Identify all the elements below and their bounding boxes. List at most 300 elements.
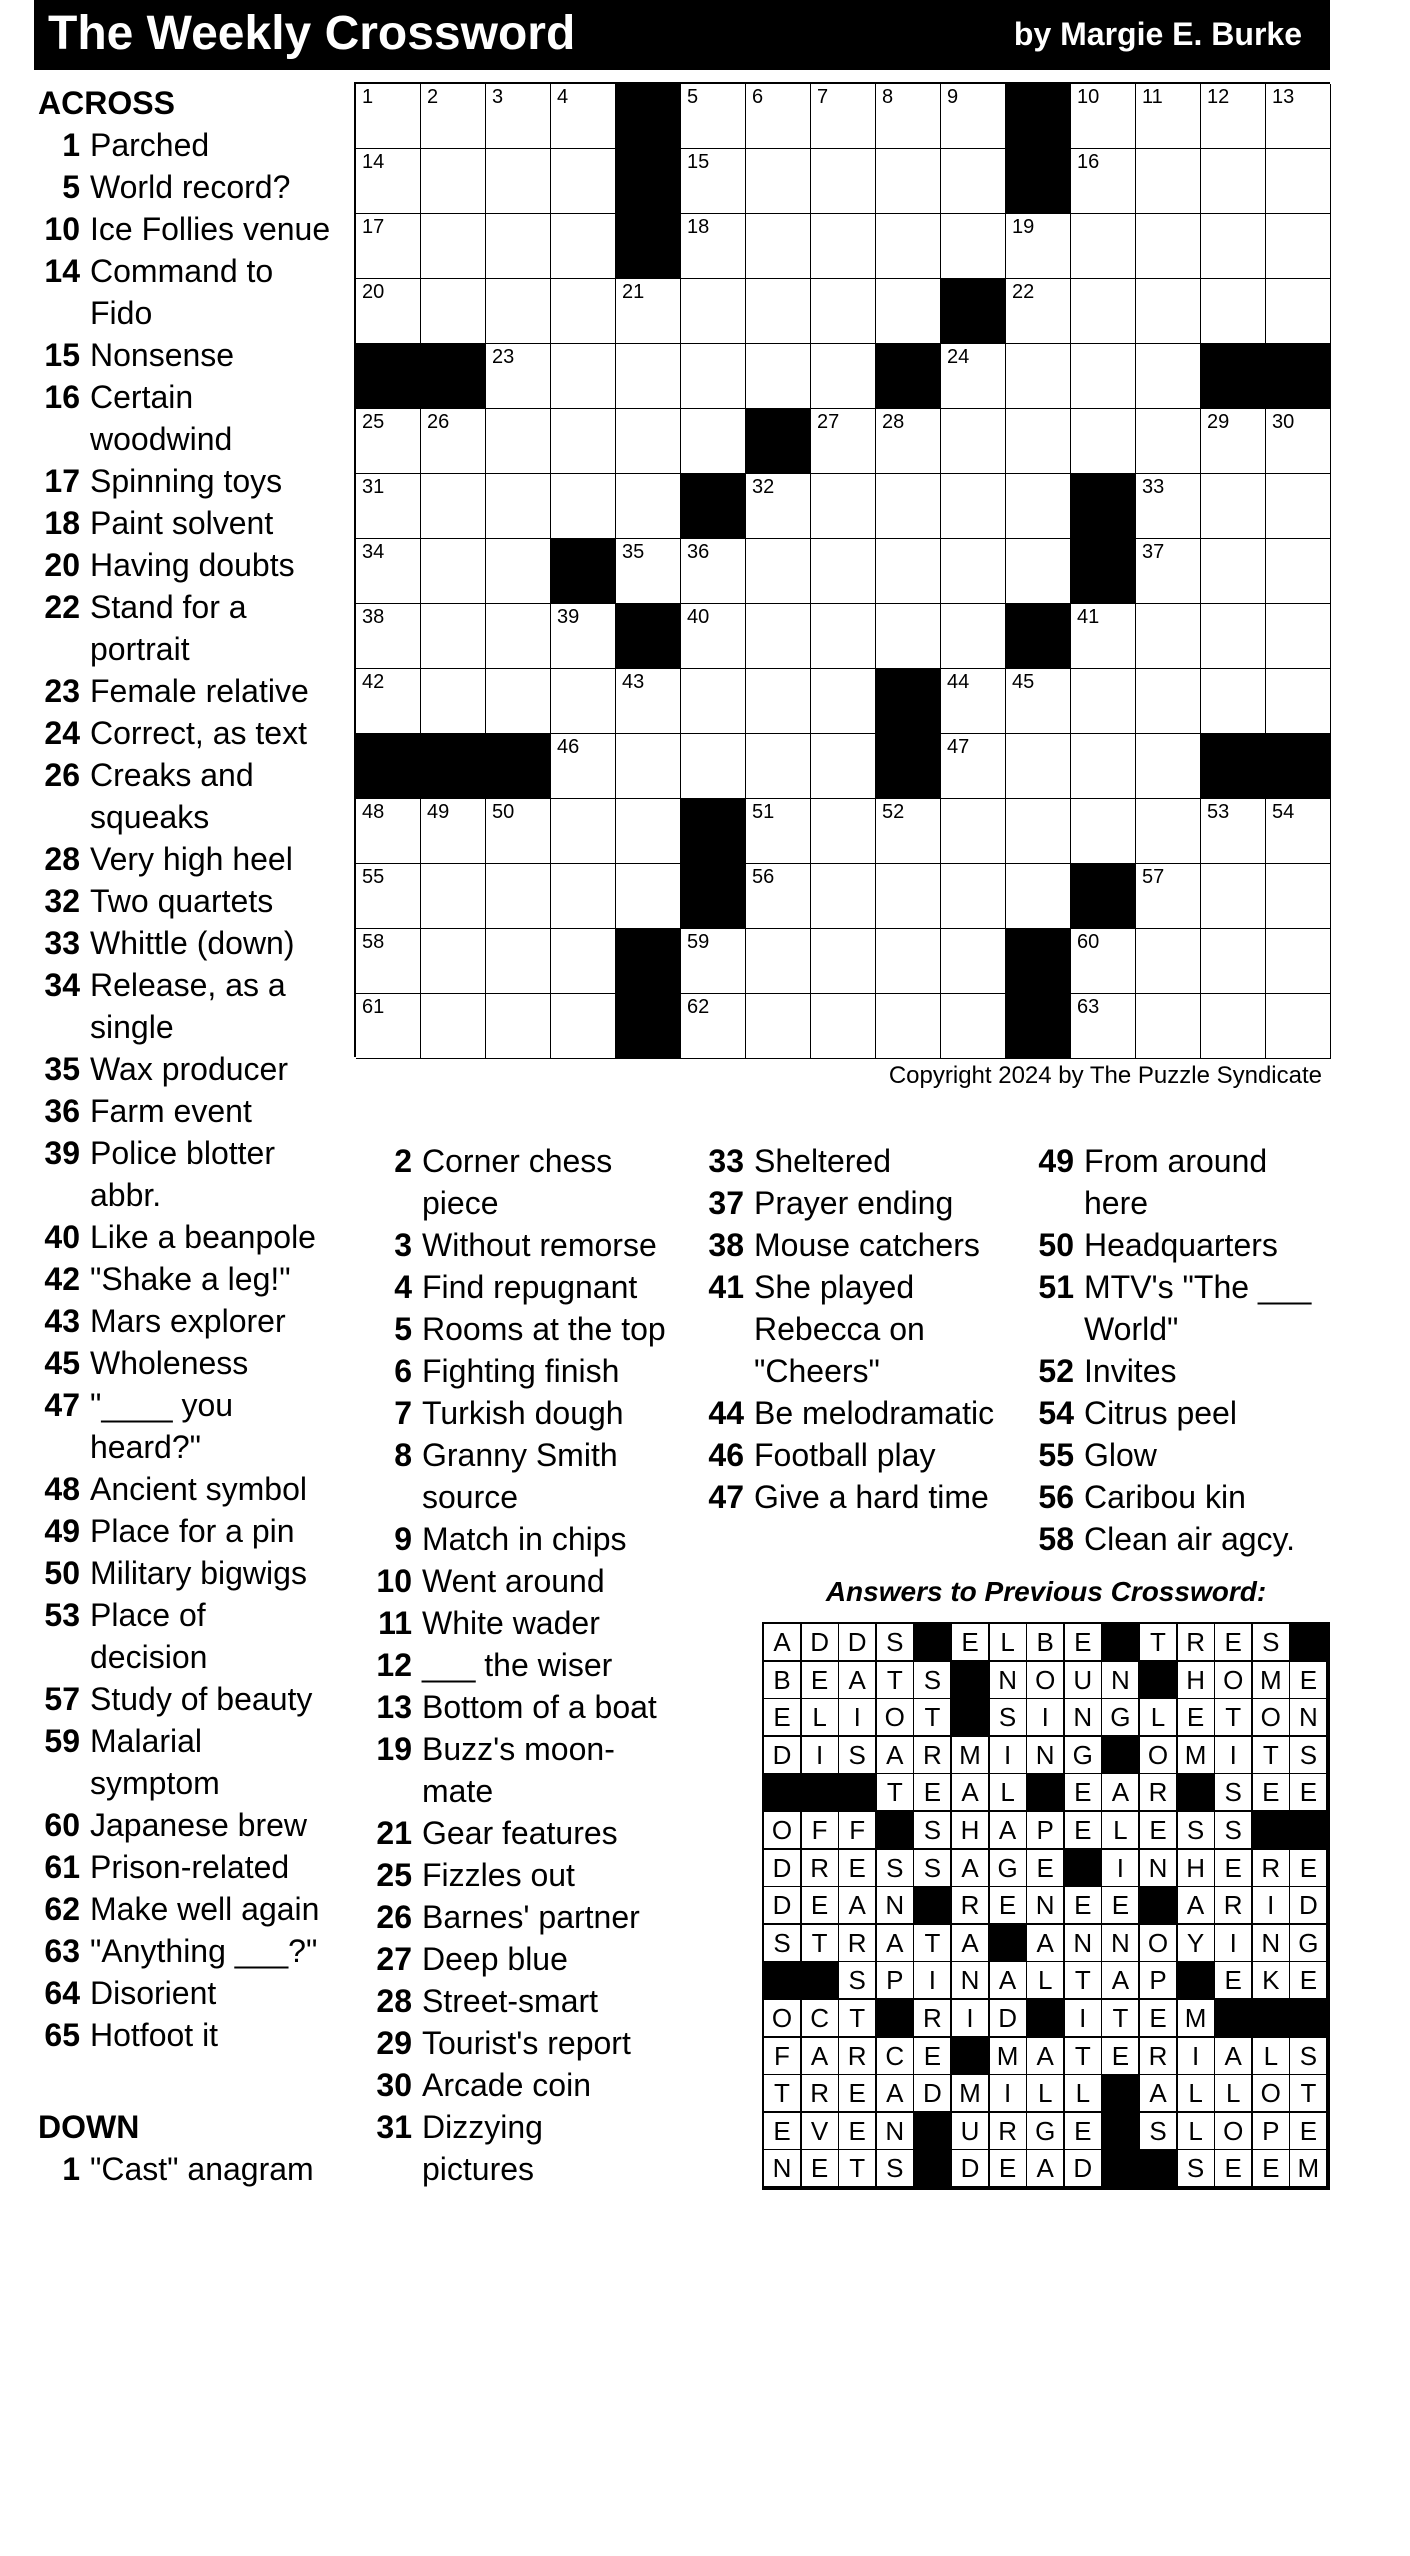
grid-cell[interactable] [486,929,551,994]
answer-letter: E [1215,1624,1252,1661]
grid-cell[interactable] [876,799,941,864]
grid-cell[interactable] [421,929,486,994]
clue-item [368,1854,688,1896]
clue-number: 50 [44,1555,80,1591]
grid-cell[interactable] [1006,409,1071,474]
answer-letter: E [1065,1774,1102,1811]
answer-black-square [764,1774,801,1811]
grid-cell[interactable] [746,474,811,539]
grid-cell[interactable] [551,344,616,409]
grid-cell[interactable] [746,929,811,994]
grid-cell[interactable] [356,604,421,669]
grid-cell[interactable] [1201,279,1266,344]
grid-cell[interactable] [811,409,876,474]
grid-cell[interactable] [1071,669,1136,734]
clue-text: Place of decision [90,1597,208,1675]
grid-cell[interactable] [616,539,681,604]
clue-number: 60 [44,1807,80,1843]
answer-letter: F [802,1812,839,1849]
grid-cell[interactable] [616,409,681,474]
grid-cell[interactable] [811,929,876,994]
grid-cell[interactable] [356,149,421,214]
grid-cell[interactable] [1266,799,1331,864]
grid-cell[interactable] [421,604,486,669]
grid-cell[interactable] [941,539,1006,604]
grid-cell[interactable] [551,149,616,214]
grid-cell[interactable] [486,409,551,474]
grid-cell[interactable] [811,539,876,604]
grid-cell[interactable] [356,994,421,1059]
answer-letter: G [1102,1699,1139,1736]
black-square [876,669,941,734]
clue-text: Farm event [90,1093,252,1129]
grid-cell[interactable] [1136,734,1201,799]
grid-cell[interactable] [1136,799,1201,864]
grid-cell[interactable] [876,409,941,474]
grid-cell[interactable] [486,669,551,734]
grid-cell[interactable] [486,214,551,279]
clue-number: 15 [44,337,80,373]
black-square [1071,474,1136,539]
grid-cell[interactable] [1266,279,1331,344]
answer-letter: L [802,1699,839,1736]
answer-letter: D [764,1737,801,1774]
clue-number: 35 [44,1051,80,1087]
grid-cell[interactable] [1201,539,1266,604]
grid-cell[interactable] [616,799,681,864]
grid-cell[interactable] [1071,409,1136,474]
clue-number: 14 [44,253,80,289]
black-square [1201,344,1266,409]
grid-cell[interactable] [1201,864,1266,929]
grid-cell[interactable] [1201,214,1266,279]
grid-cell[interactable] [1136,604,1201,669]
grid-cell[interactable] [356,669,421,734]
grid-cell[interactable] [1266,864,1331,929]
grid-cell[interactable] [356,474,421,539]
grid-cell[interactable] [421,214,486,279]
grid-cell[interactable] [551,929,616,994]
grid-cell[interactable] [616,669,681,734]
grid-cell[interactable] [421,539,486,604]
clue-number: 37 [1142,541,1165,563]
grid-cell[interactable] [486,994,551,1059]
grid-cell[interactable] [811,994,876,1059]
grid-cell[interactable] [746,669,811,734]
grid-cell[interactable] [1201,474,1266,539]
grid-cell[interactable] [1266,149,1331,214]
answer-letter: T [764,2075,801,2112]
answer-letter: S [1215,1774,1252,1811]
clue-item [368,1602,688,1644]
grid-cell[interactable] [876,539,941,604]
answer-black-square [1140,1887,1177,1924]
grid-cell[interactable] [811,344,876,409]
grid-cell[interactable] [876,604,941,669]
clue-text: Ice Follies venue [90,211,331,247]
grid-cell[interactable] [1006,864,1071,929]
answer-letter: A [1178,1887,1215,1924]
grid-cell[interactable] [1201,409,1266,474]
grid-cell[interactable] [616,864,681,929]
answer-letter: T [1140,1624,1177,1661]
answer-letter: L [1215,2075,1252,2112]
clue-number: 14 [362,151,385,173]
clue-number: 1 [362,86,374,108]
grid-cell[interactable] [746,604,811,669]
grid-cell[interactable] [811,864,876,929]
grid-cell[interactable] [746,84,811,149]
grid-cell[interactable] [356,799,421,864]
clue-text: Like a beanpole [90,1219,316,1255]
grid-cell[interactable] [356,864,421,929]
grid-cell[interactable] [486,149,551,214]
grid-cell[interactable] [486,279,551,344]
grid-cell[interactable] [551,604,616,669]
grid-cell[interactable] [941,409,1006,474]
author-byline: by Margie E. Burke [1013,16,1302,52]
grid-cell[interactable] [1071,929,1136,994]
clue-text: Fighting finish [422,1353,620,1389]
clue-text: White wader [422,1605,600,1641]
black-square [876,344,941,409]
clue-number: 10 [44,211,80,247]
grid-cell[interactable] [616,279,681,344]
answer-letter: N [764,2150,801,2187]
grid-cell[interactable] [876,929,941,994]
grid-cell[interactable] [681,84,746,149]
grid-cell[interactable] [746,539,811,604]
grid-cell[interactable] [746,344,811,409]
clue-text: She played Rebecca on "Cheers" [754,1269,925,1389]
grid-cell[interactable] [421,474,486,539]
clue-number: 18 [44,505,80,541]
grid-cell[interactable] [1136,214,1201,279]
grid-cell[interactable] [356,409,421,474]
grid-cell[interactable] [811,279,876,344]
grid-cell[interactable] [876,994,941,1059]
grid-cell[interactable] [941,669,1006,734]
grid-cell[interactable] [486,864,551,929]
grid-cell[interactable] [1136,929,1201,994]
grid-cell[interactable] [1071,604,1136,669]
clue-text: Military bigwigs [90,1555,307,1591]
answer-black-square [839,1774,876,1811]
answer-black-square [1253,1812,1290,1849]
answer-letter: G [990,1850,1027,1887]
clue-number: 34 [44,967,80,1003]
grid-cell[interactable] [681,604,746,669]
grid-cell[interactable] [681,214,746,279]
answer-letter: I [1065,2000,1102,2037]
grid-cell[interactable] [1266,409,1331,474]
grid-cell[interactable] [551,994,616,1059]
grid-cell[interactable] [486,604,551,669]
grid-cell[interactable] [421,994,486,1059]
answer-letter: T [1215,1699,1252,1736]
crossword-grid[interactable] [354,82,1330,1057]
clue-number: 25 [376,1857,412,1893]
grid-cell[interactable] [1201,994,1266,1059]
clue-number: 46 [708,1437,744,1473]
grid-cell[interactable] [1006,344,1071,409]
grid-cell[interactable] [616,734,681,799]
grid-cell[interactable] [551,474,616,539]
grid-cell[interactable] [746,734,811,799]
clue-text: Parched [90,127,210,163]
grid-cell[interactable] [1071,84,1136,149]
clue-item [368,1644,688,1686]
grid-cell[interactable] [1266,994,1331,1059]
grid-cell[interactable] [616,474,681,539]
grid-cell[interactable] [356,84,421,149]
grid-cell[interactable] [551,864,616,929]
grid-cell[interactable] [1201,84,1266,149]
answer-black-square [1140,1662,1177,1699]
clue-text: Japanese brew [90,1807,308,1843]
grid-cell[interactable] [1266,669,1331,734]
grid-cell[interactable] [486,474,551,539]
clue-number: 60 [1077,931,1100,953]
grid-cell[interactable] [1006,279,1071,344]
grid-cell[interactable] [1201,149,1266,214]
grid-cell[interactable] [746,799,811,864]
grid-cell[interactable] [486,539,551,604]
grid-cell[interactable] [1201,929,1266,994]
grid-cell[interactable] [681,669,746,734]
grid-cell[interactable] [421,84,486,149]
grid-cell[interactable] [1136,669,1201,734]
grid-cell[interactable] [941,929,1006,994]
grid-cell[interactable] [746,149,811,214]
grid-cell[interactable] [486,344,551,409]
down-clues-column-4 [1030,1140,1330,1560]
grid-cell[interactable] [941,214,1006,279]
grid-cell[interactable] [811,149,876,214]
answer-letter: O [1215,1662,1252,1699]
grid-cell[interactable] [1136,994,1201,1059]
grid-cell[interactable] [421,149,486,214]
grid-cell[interactable] [356,539,421,604]
grid-cell[interactable] [1006,734,1071,799]
grid-cell[interactable] [1071,149,1136,214]
grid-cell[interactable] [1266,84,1331,149]
answer-letter: O [764,2000,801,2037]
grid-cell[interactable] [421,279,486,344]
grid-cell[interactable] [746,279,811,344]
grid-cell[interactable] [941,734,1006,799]
grid-cell[interactable] [746,994,811,1059]
answer-black-square [952,1662,989,1699]
grid-cell[interactable] [421,669,486,734]
grid-cell[interactable] [941,994,1006,1059]
grid-cell[interactable] [1201,669,1266,734]
grid-cell[interactable] [876,474,941,539]
grid-cell[interactable] [1006,539,1071,604]
answer-letter: O [1140,1737,1177,1774]
clue-number: 20 [362,281,385,303]
grid-cell[interactable] [941,149,1006,214]
grid-cell[interactable] [681,994,746,1059]
clue-text: World record? [90,169,291,205]
grid-cell[interactable] [941,474,1006,539]
clue-item [368,1140,688,1224]
grid-cell[interactable] [1006,214,1071,279]
clue-text: Caribou kin [1084,1479,1246,1515]
clue-text: Make well again [90,1891,320,1927]
answer-letter: N [877,1887,914,1924]
grid-cell[interactable] [551,734,616,799]
grid-cell[interactable] [876,279,941,344]
clue-text: Certain woodwind [90,379,233,457]
answer-letter: T [839,2000,876,2037]
grid-cell[interactable] [486,84,551,149]
answer-letter: M [952,2075,989,2112]
grid-cell[interactable] [1266,474,1331,539]
grid-cell[interactable] [811,799,876,864]
grid-cell[interactable] [421,409,486,474]
clue-number: 26 [376,1899,412,1935]
grid-cell[interactable] [941,604,1006,669]
grid-cell[interactable] [1136,864,1201,929]
clue-number: 50 [1038,1227,1074,1263]
clue-number: 20 [44,547,80,583]
grid-cell[interactable] [941,344,1006,409]
clue-item [368,1812,688,1854]
grid-cell[interactable] [356,929,421,994]
clue-item [38,1090,350,1132]
grid-cell[interactable] [551,279,616,344]
grid-cell[interactable] [551,799,616,864]
clue-number: 40 [687,606,710,628]
grid-cell[interactable] [681,929,746,994]
answer-black-square [990,1925,1027,1962]
answer-letter: S [877,1624,914,1661]
answer-letter: I [990,1737,1027,1774]
grid-cell[interactable] [876,864,941,929]
grid-cell[interactable] [421,799,486,864]
answer-letter: T [1290,2075,1327,2112]
grid-cell[interactable] [1136,474,1201,539]
answer-letter: D [952,2150,989,2187]
grid-cell[interactable] [616,344,681,409]
answer-black-square [952,2038,989,2075]
grid-cell[interactable] [941,84,1006,149]
grid-cell[interactable] [681,409,746,474]
grid-cell[interactable] [1071,734,1136,799]
grid-cell[interactable] [681,539,746,604]
answer-letter: P [1027,1812,1064,1849]
clue-item [38,1804,350,1846]
grid-cell[interactable] [1266,214,1331,279]
grid-cell[interactable] [1136,84,1201,149]
grid-cell[interactable] [1071,799,1136,864]
answer-letter: S [1178,1812,1215,1849]
grid-cell[interactable] [551,669,616,734]
grid-cell[interactable] [1071,214,1136,279]
clue-text: Stand for a portrait [90,589,247,667]
clue-number: 24 [947,346,970,368]
grid-cell[interactable] [681,149,746,214]
clue-number: 51 [1038,1269,1074,1305]
grid-cell[interactable] [811,669,876,734]
answer-letter: O [1140,1925,1177,1962]
clue-number: 12 [1207,86,1230,108]
grid-cell[interactable] [811,84,876,149]
grid-cell[interactable] [811,474,876,539]
clue-number: 13 [1272,86,1295,108]
grid-cell[interactable] [941,864,1006,929]
grid-cell[interactable] [551,214,616,279]
grid-cell[interactable] [681,734,746,799]
grid-cell[interactable] [551,409,616,474]
clue-text: Football play [754,1437,936,1473]
grid-cell[interactable] [681,279,746,344]
grid-cell[interactable] [421,864,486,929]
grid-cell[interactable] [876,149,941,214]
answer-letter: E [1215,1850,1252,1887]
grid-cell[interactable] [746,864,811,929]
grid-cell[interactable] [811,734,876,799]
answer-letter: E [1102,1887,1139,1924]
clue-text: Deep blue [422,1941,568,1977]
grid-cell[interactable] [1136,279,1201,344]
answer-black-square [1102,2075,1139,2112]
grid-cell[interactable] [1071,344,1136,409]
grid-cell[interactable] [876,84,941,149]
answer-letter: E [1215,2150,1252,2187]
grid-cell[interactable] [1006,669,1071,734]
clue-number: 61 [362,996,385,1018]
grid-cell[interactable] [551,84,616,149]
black-square [1006,994,1071,1059]
grid-cell[interactable] [811,604,876,669]
clue-text: Give a hard time [754,1479,989,1515]
answer-letter: S [914,1662,951,1699]
grid-cell[interactable] [1201,604,1266,669]
answer-letter: E [1027,1850,1064,1887]
grid-cell[interactable] [746,214,811,279]
grid-cell[interactable] [811,214,876,279]
answer-letter: A [952,1925,989,1962]
black-square [616,994,681,1059]
grid-cell[interactable] [1071,994,1136,1059]
grid-cell[interactable] [876,214,941,279]
grid-cell[interactable] [1006,474,1071,539]
grid-cell[interactable] [941,799,1006,864]
grid-cell[interactable] [681,344,746,409]
grid-cell[interactable] [486,799,551,864]
grid-cell[interactable] [1006,799,1071,864]
grid-cell[interactable] [1071,279,1136,344]
grid-cell[interactable] [1136,539,1201,604]
grid-cell[interactable] [1136,149,1201,214]
answer-letter: S [1290,1737,1327,1774]
grid-cell[interactable] [1201,799,1266,864]
grid-cell[interactable] [356,214,421,279]
grid-cell[interactable] [1266,929,1331,994]
grid-cell[interactable] [1136,344,1201,409]
clue-text: Be melodramatic [754,1395,995,1431]
clue-text: From around here [1084,1143,1268,1221]
answer-letter: A [877,1737,914,1774]
grid-cell[interactable] [1266,539,1331,604]
clue-item [38,1258,350,1300]
grid-cell[interactable] [1266,604,1331,669]
grid-cell[interactable] [356,279,421,344]
answer-letter: R [802,2075,839,2112]
grid-cell[interactable] [1136,409,1201,474]
